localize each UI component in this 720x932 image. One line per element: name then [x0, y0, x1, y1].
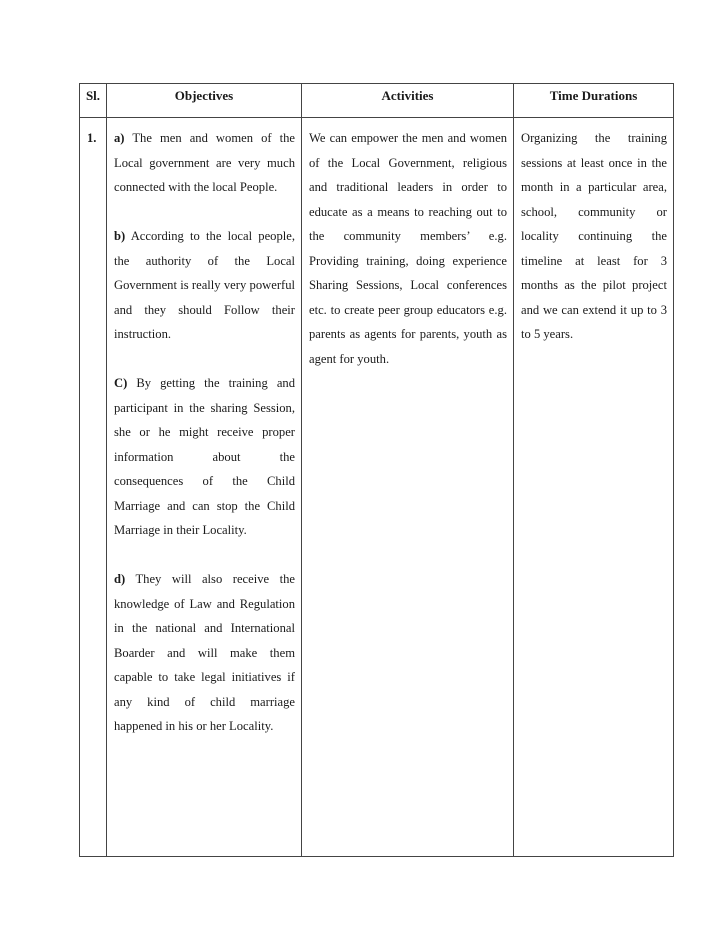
objective-a: [114, 126, 295, 200]
objectives-table: [79, 83, 674, 857]
objective-marker: d): [114, 572, 126, 586]
objective-text: The men and women of the Local government are very much connected with the local People.: [114, 131, 295, 194]
cell-activities: We can empower the men and women of the Local Government, religious and traditional leaders in order to educate as a means to reaching out to the community members’ e.g. Providing training, doing experience Sharing Sessions, Local conferences etc. to create peer group educators e.g. parents as agents for parents, youth as agent for youth.: [302, 118, 514, 857]
cell-sl: 1.: [80, 118, 107, 857]
cell-time-durations: Organizing the training sessions at least once in the month in a particular area, school, community or locality continuing the timeline at least for 3 months as the pilot project and we can extend it up to 3 to 5 years.: [514, 118, 674, 857]
objective-d: [114, 567, 295, 739]
header-activities: Activities: [302, 84, 514, 118]
objective-marker: a): [114, 131, 125, 145]
header-objectives: Objectives: [107, 84, 302, 118]
cell-objectives: [107, 118, 302, 857]
objective-text: According to the local people, the authority of the Local Government is really very powerful and they should Follow their instruction.: [114, 229, 295, 341]
objective-text: By getting the training and participant in the sharing Session, she or he might receive proper information about the consequences of the Child Marriage and can stop the Child Marriage in their Locality.: [114, 376, 295, 537]
table-row: [80, 118, 674, 857]
header-sl: Sl.: [80, 84, 107, 118]
objective-text: They will also receive the knowledge of Law and Regulation in the national and International Boarder and will make them capable to take legal initiatives if any kind of child marriage happened in his or her Locality.: [114, 572, 295, 733]
objective-marker: C): [114, 376, 128, 390]
table-header-row: [80, 84, 674, 118]
objective-b: [114, 224, 295, 347]
objective-c: [114, 371, 295, 543]
header-time-durations: Time Durations: [514, 84, 674, 118]
objective-marker: b): [114, 229, 126, 243]
